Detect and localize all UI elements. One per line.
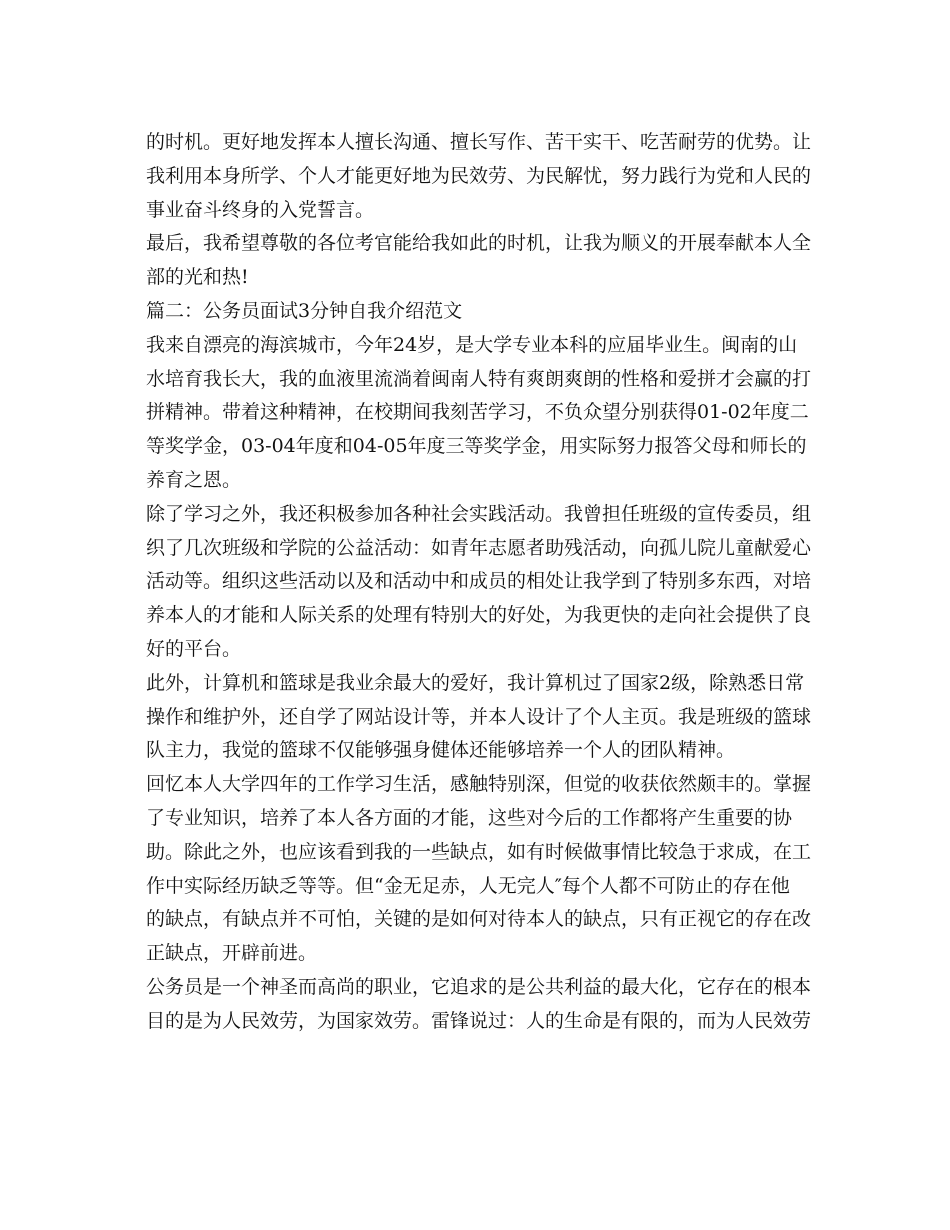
text-line: 水培育我长大，我的血液里流淌着闽南人特有爽朗爽朗的性格和爱拼才会赢的打 — [146, 367, 812, 390]
text-line: 作中实际经历缺乏等等。但“金无足赤，人无完人″每个人都不可防止的存在他 — [146, 874, 790, 897]
text-line: 的缺点，有缺点并不可怕，关键的是如何对待本人的缺点，只有正视它的存在改 — [146, 908, 812, 931]
document-body — [146, 126, 812, 1039]
text-line: 助。除此之外，也应该看到我的一些缺点，如有时候做事情比较急于求成，在工 — [146, 840, 812, 863]
text-line: 等奖学金，03-04年度和04-05年度三等奖学金，用实际努力报答父母和师长的 — [146, 435, 807, 458]
text-line: 的时机。更好地发挥本人擅长沟通、擅长写作、苦干实干、吃苦耐劳的优势。让 — [146, 131, 812, 153]
text-line: 活动等。组织这些活动以及和活动中和成员的相处让我学到了特别多东西，对培 — [146, 570, 812, 593]
text-line: 最后，我希望尊敬的各位考官能给我如此的时机，让我为顺义的开展奉献本人全 — [146, 232, 812, 255]
text-line: 养本人的才能和人际关系的处理有特别大的好处，为我更快的走向社会提供了良 — [146, 604, 812, 627]
text-line: 队主力，我觉的篮球不仅能够强身健体还能够培养一个人的团队精神。 — [146, 739, 736, 762]
text-line: 此外，计算机和篮球是我业余最大的爱好，我计算机过了国家2级，除熟悉日常 — [146, 671, 805, 694]
section-heading: 篇二：公务员面试3分钟自我介绍范文 — [146, 299, 463, 322]
text-line: 养育之恩。 — [146, 468, 242, 491]
text-line: 回忆本人大学四年的工作学习生活，感触特别深，但觉的收获依然颇丰的。掌握 — [146, 773, 812, 796]
text-line: 好的平台。 — [146, 637, 242, 660]
text-line: 正缺点，开辟前进。 — [146, 942, 318, 965]
text-line: 部的光和热! — [146, 266, 249, 289]
text-line: 事业奋斗终身的入党誓言。 — [146, 198, 375, 221]
text-line: 公务员是一个神圣而高尚的职业，它追求的是公共利益的最大化，它存在的根本 — [146, 975, 812, 998]
text-line: 织了几次班级和学院的公益活动：如青年志愿者助残活动，向孤儿院儿童献爱心 — [146, 536, 812, 559]
text-line: 目的是为人民效劳，为国家效劳。雷锋说过：人的生命是有限的，而为人民效劳 — [146, 1009, 812, 1032]
text-line: 了专业知识，培养了本人各方面的才能，这些对今后的工作都将产生重要的协 — [146, 806, 793, 829]
text-line: 我来自漂亮的海滨城市，今年24岁，是大学专业本科的应届毕业生。闽南的山 — [146, 333, 798, 356]
text-line: 除了学习之外，我还积极参加各种社会实践活动。我曾担任班级的宣传委员，组 — [146, 502, 812, 525]
text-line: 我利用本身所学、个人才能更好地为民效劳、为民解忧，努力践行为党和人民的 — [146, 164, 812, 187]
text-line: 拼精神。带着这种精神，在校期间我刻苦学习，不负众望分别获得01-02年度二 — [146, 401, 809, 424]
text-line: 操作和维护外，还自学了网站设计等，并本人设计了个人主页。我是班级的篮球 — [146, 705, 812, 728]
